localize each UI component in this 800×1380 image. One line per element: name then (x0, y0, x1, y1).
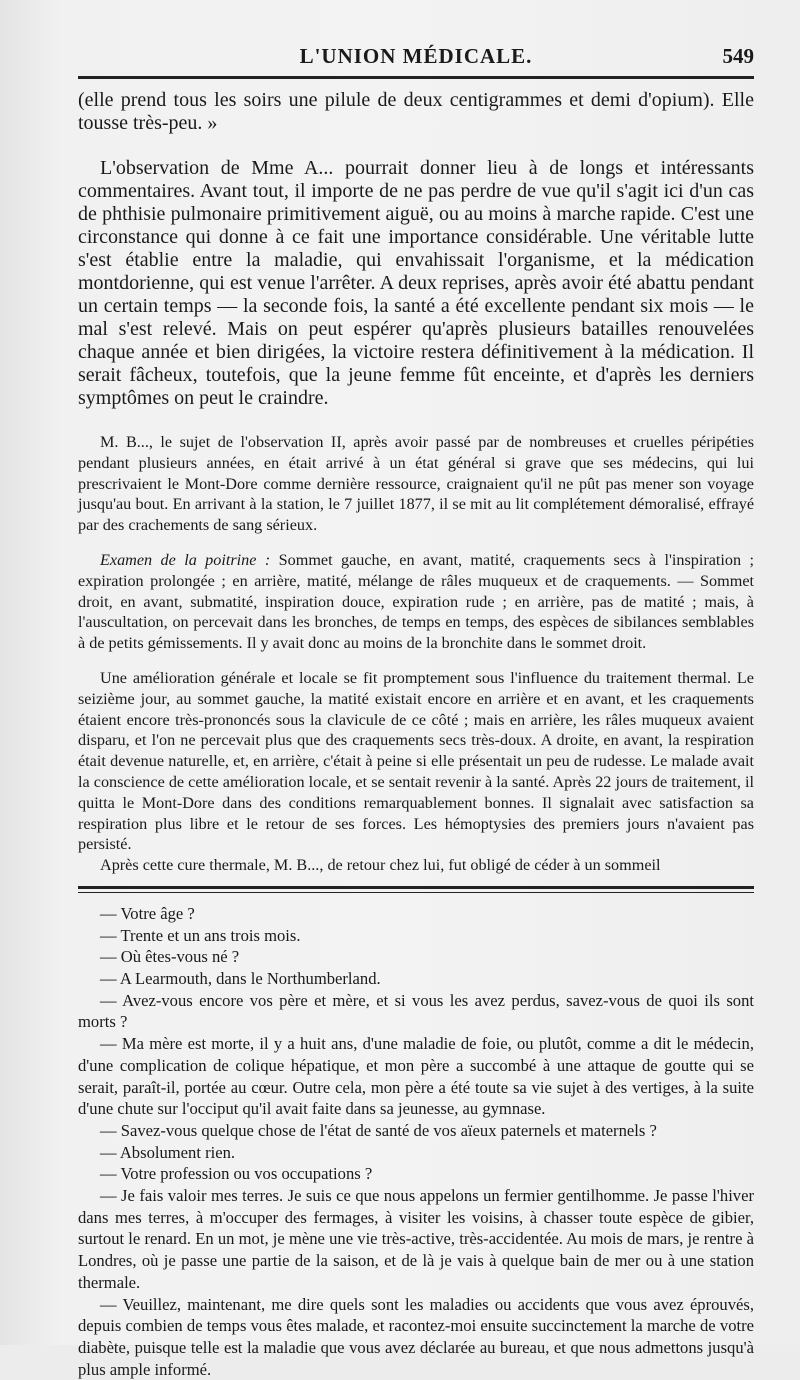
paragraph-chest-exam (78, 550, 754, 654)
main-text (78, 89, 754, 410)
paragraph-observation-ii: M. B..., le sujet de l'observation II, après avoir passé par de nombreuses et cruelles péripéties pendant plusieurs années, en était arrivé à un état général si grave que ses médecins, qui lui prescrivaient le Mont-Dore comme dernière ressource, craignaient qu'il ne pût pas mener son voyage jusqu'au bout. En arrivant à la station, le 7 juillet 1877, il se mit au lit complétement démoralisé, effrayé par des crachements de sang sérieux. (78, 433, 754, 535)
dialogue-line: — Votre profession ou vos occupations ? (100, 1164, 373, 1184)
dialogue-line: — Veuillez, maintenant, me dire quels sont les maladies ou accidents que vous avez éprouvés, depuis combien de temps vous êtes malade, et racontez-moi ensuite succinctement la marche de votre diabète, puisque telle est la maladie que vous avez déclarée au bureau, et que nous admettons jusqu'à plus ample informé. (78, 1294, 754, 1379)
running-head (78, 36, 754, 70)
running-title: L'UNION MÉDICALE. (299, 44, 533, 68)
page-number: 549 (722, 44, 754, 68)
dialogue-line: — Trente et un ans trois mois. (100, 925, 301, 945)
header-rule (78, 76, 754, 79)
chest-exam-text: Sommet gauche, en avant, matité, craquements secs à l'inspiration ; expiration prolongée ; en arrière, matité, mélange de râles muqueux et de craquements. — Sommet droit, en avant, submatité, inspiration douce, expiration rude ; en arrière, pas de matité ; mais, à l'auscultation, on percevait dans les bronches, de temps en temps, des espèces de sibilances semblables à de petits gémissements. Il y avait donc au moins de la bronchite dans le sommet droit. (78, 550, 755, 653)
section-divider (78, 886, 754, 893)
chest-exam-label: Examen de la poitrine : (100, 550, 271, 569)
dialogue-line: — Savez-vous quelque chose de l'état de santé de vos aïeux paternels et maternels ? (100, 1120, 657, 1140)
dialogue-line: — Absolument rien. (100, 1142, 236, 1162)
paragraph-improvement: Une amélioration générale et locale se fit promptement sous l'influence du traitement thermal. Le seizième jour, au sommet gauche, la matité existait encore en arrière et en avant, et les craquements étaient encore très-prononcés sous la clavicule de ce côté ; mais en arrière, les râles muqueux avaient disparu, et l'on ne percevait plus que des craquements secs très-doux. A droite, en avant, la respiration était devenue naturelle, et, en arrière, c'était à peine si elle présentait un peu de rudesse. Le malade avait la conscience de cette amélioration locale, et se sentait revenir à la santé. Après 22 jours de traitement, il quitta le Mont-Dore dans des conditions remarquablement bonnes. Il signalait avec satisfaction sa respiration plus libre et le retour de ses forces. Les hémoptysies des premiers jours n'avaient pas persisté. (78, 668, 754, 854)
observation-text (78, 432, 754, 876)
dialogue-line: — Avez-vous encore vos père et mère, et si vous les avez perdus, savez-vous de quoi ils sont morts ? (78, 990, 754, 1032)
interview-section (78, 903, 754, 1380)
dialogue-line: — Où êtes-vous né ? (100, 947, 240, 967)
dialogue-line: — Ma mère est morte, il y a huit ans, d'une maladie de foie, ou plutôt, comme a dit le médecin, d'une complication de colique hépatique, et mon père a succombé à une attaque de goutte qui se serait, paraît-il, portée au cœur. Outre cela, mon père a été toute sa vie sujet à des vertiges, à la suite d'une chute sur l'occiput qu'il avait faite dans sa jeunesse, au gymnase. (78, 1034, 754, 1119)
dialogue-line: — Je fais valoir mes terres. Je suis ce que nous appelons un fermier gentilhomme. Je passe l'hiver dans mes terres, à m'occuper des fermages, à visiter les voisins, à chasser toute espèce de gibier, surtout le renard. En un mot, je mène une vie très-active, très-accidentée. Au mois de mars, je rentre à Londres, où je passe une partie de la saison, et de là je vais à quelque bain de mer ou à une station thermale. (78, 1186, 754, 1292)
dialogue-line: — A Learmouth, dans le Northumberland. (100, 969, 381, 989)
dialogue-line: — Votre âge ? (100, 903, 195, 923)
paragraph-commentary: L'observation de Mme A... pourrait donner lieu à de longs et intéressants commentaires. Avant tout, il importe de ne pas perdre de vue qu'il s'agit ici d'un cas de phthisie pulmonaire primitivement aiguë, ou au moins à marche rapide. C'est une circonstance qui donne à ce fait une importance considérable. Une véritable lutte s'est établie entre la maladie, qui envahissait l'organisme, et la médication montdorienne, qui est venue l'arrêter. A deux reprises, après avoir été abattu pendant un certain temps — la seconde fois, la santé a été excellente pendant six mois — le mal s'est relevé. Mais on peut espérer qu'après plusieurs batailles renouvelées chaque année et bien dirigées, la victoire restera définitivement à la médication. Il serait fâcheux, toutefois, que la jeune femme fût enceinte, et d'après les derniers symptômes on peut le craindre. (78, 157, 754, 409)
paragraph-continuation: (elle prend tous les soirs une pilule de deux centigrammes et demi d'opium). Elle tousse très-peu. » (78, 89, 754, 134)
paragraph-after-cure: Après cette cure thermale, M. B..., de retour chez lui, fut obligé de céder à un sommeil (100, 856, 661, 875)
